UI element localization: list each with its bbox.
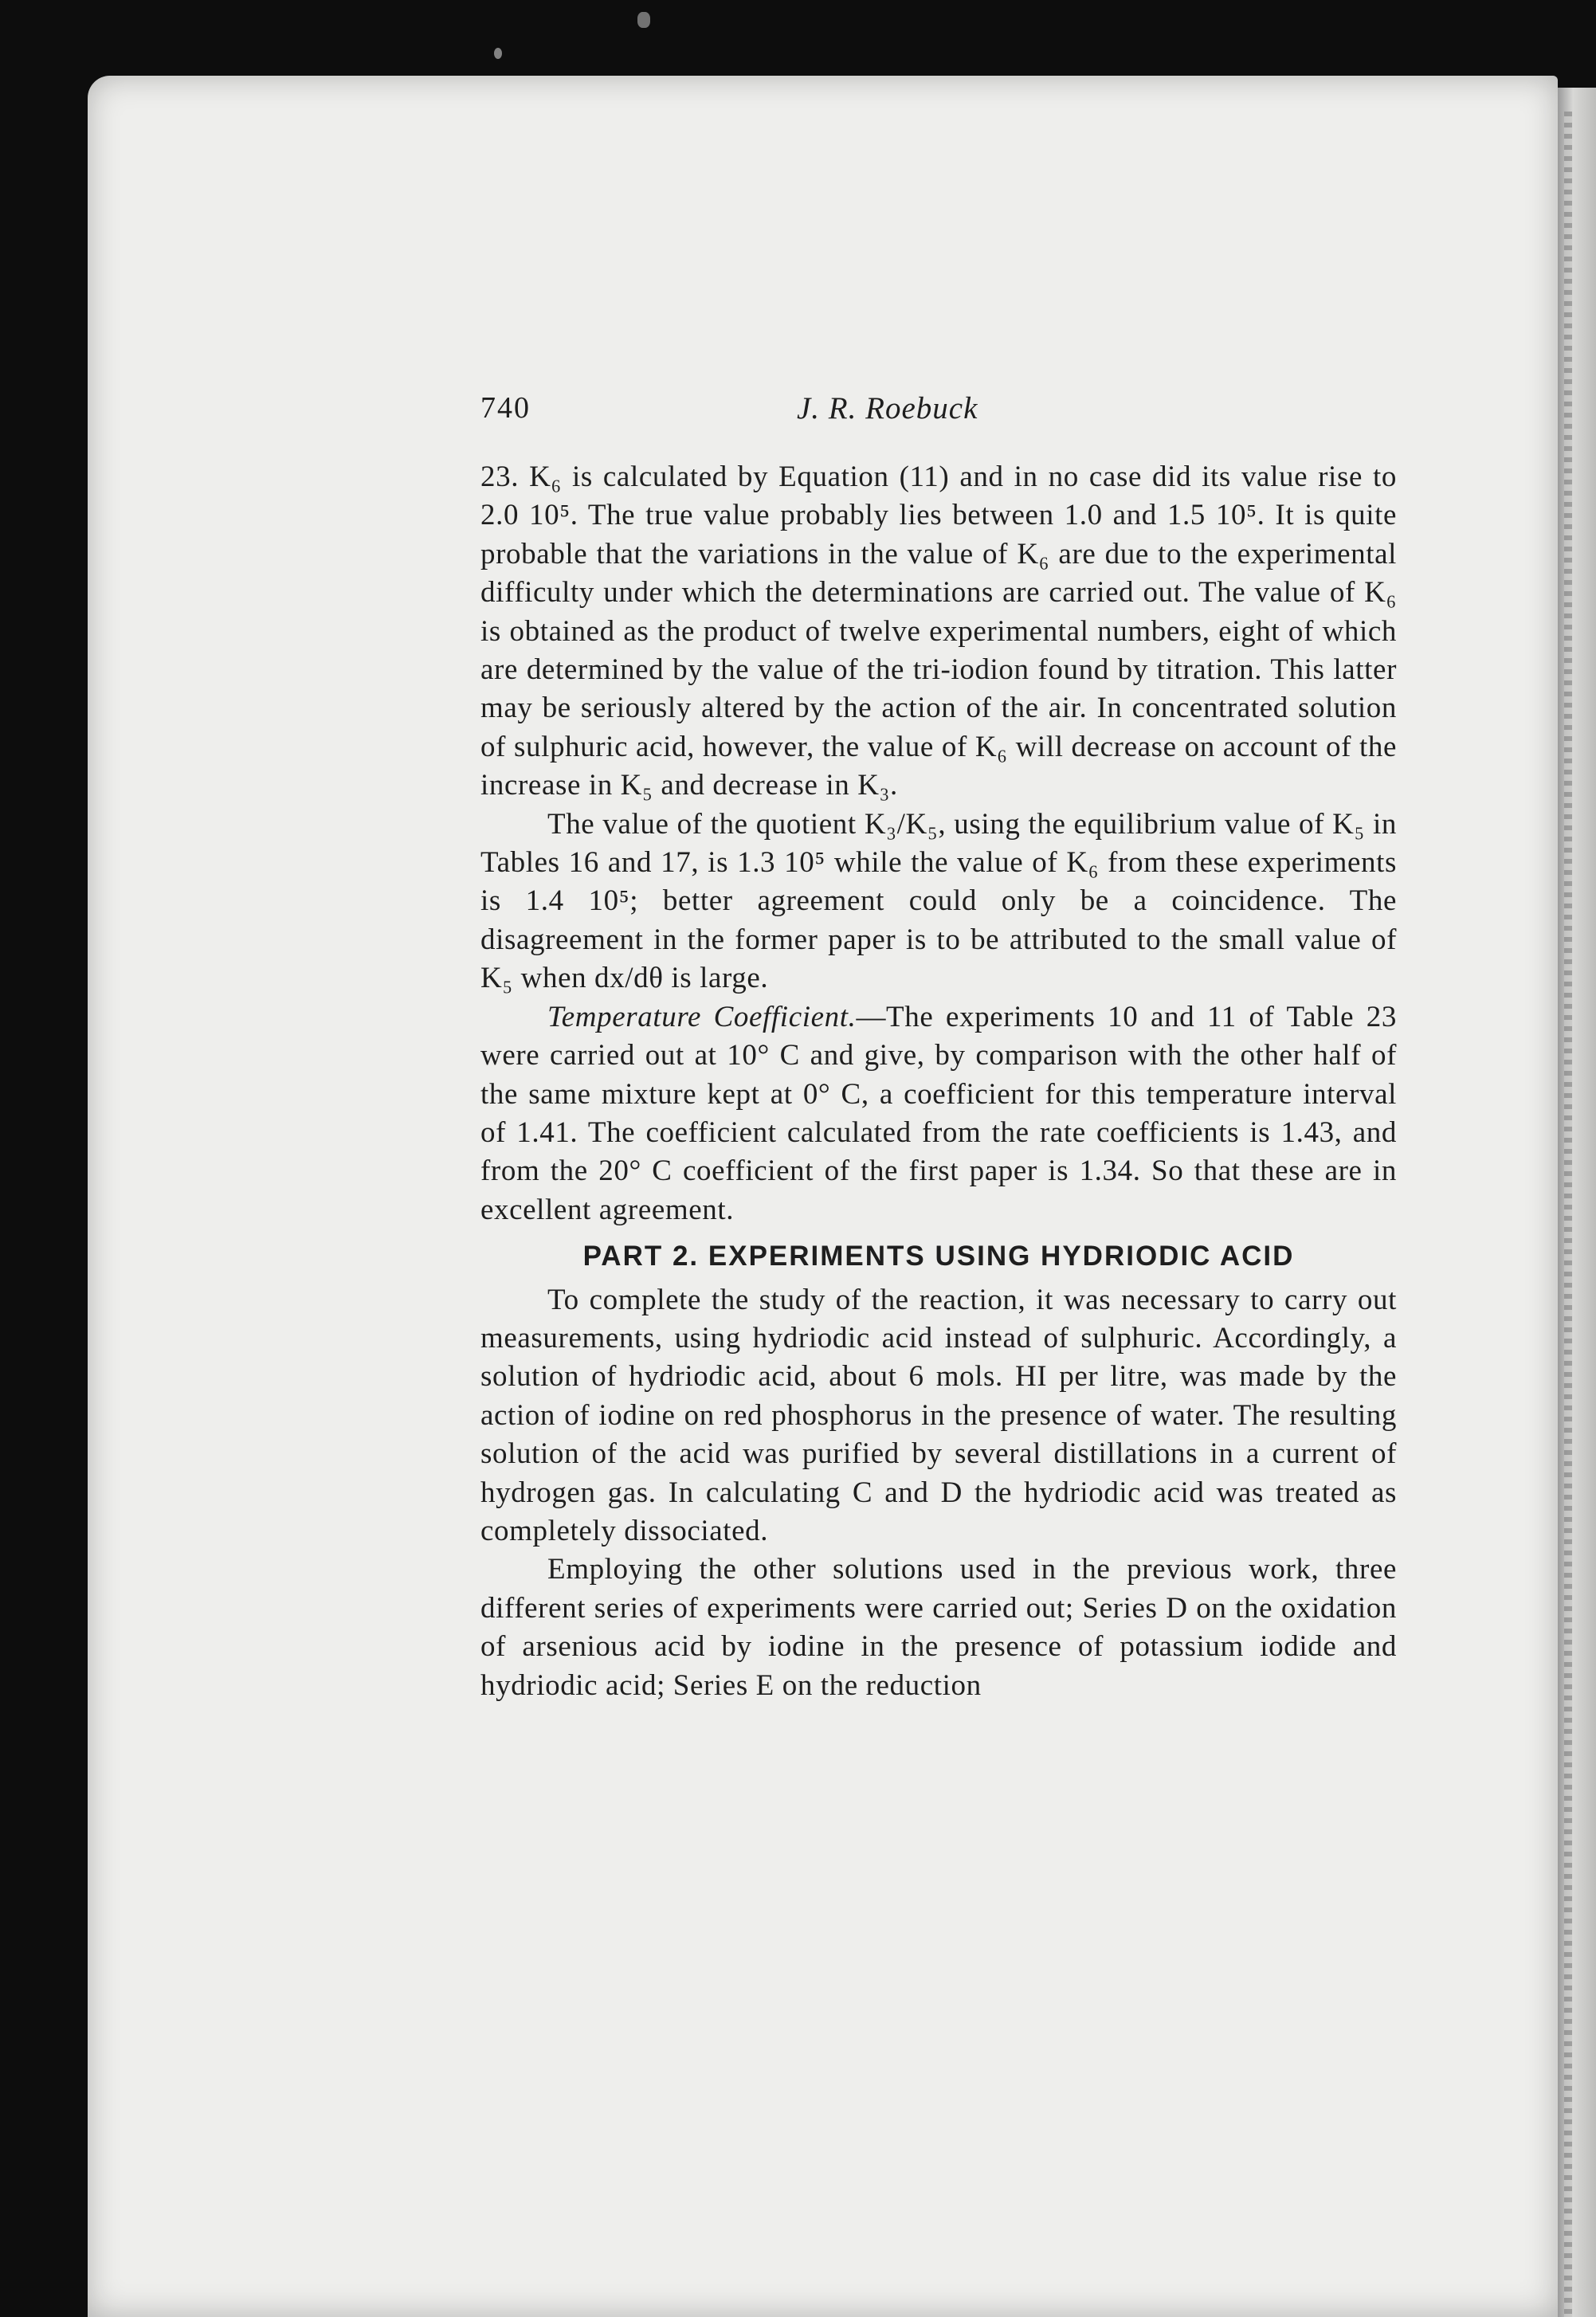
paragraph-2: The value of the quotient K₃/K₅, using the equilibrium value of K₅ in Tables 16 and 17, is 1.3 10⁵ while the value of K₆ from these experiments is 1.4 10⁵; better agreement could only be a coincidence. The disagreement in the former paper is to be attributed to the small value of K₅ when dx/dθ is large. bbox=[480, 807, 1397, 995]
scan-artifact bbox=[494, 48, 502, 59]
paragraph-3 bbox=[480, 998, 1397, 1229]
paragraph-5: Employing the other solutions used in the previous work, three different series of experiments were carried out; Series D on the oxidation of arsenious acid by iodine in the presence of potassium iodide and hydriodic acid; Series E on the reduction bbox=[480, 1553, 1397, 1702]
paragraph-3-text: —The experiments 10 and 11 of Table 23 were carried out at 10° C and give, by comparison with the other half of the same mixture kept at 0° C, a coefficient for this temperature interval of 1.41. The coefficient calculated from the rate coefficients is 1.43, and from the 20° C coefficient of the first paper is 1.34. So that these are in excellent agreement. bbox=[480, 1000, 1397, 1226]
page-edge-texture bbox=[1564, 112, 1572, 2317]
scan-artifact bbox=[637, 12, 650, 28]
section-heading: PART 2. EXPERIMENTS USING HYDRIODIC ACID bbox=[582, 1241, 1295, 1272]
paragraph-3-label: Temperature Coefficient. bbox=[547, 1000, 857, 1033]
body-text bbox=[480, 458, 1397, 1705]
running-head: J. R. Roebuck bbox=[797, 391, 978, 425]
page-header bbox=[480, 390, 1397, 435]
page-number: 740 bbox=[480, 391, 531, 425]
paragraph-4: To complete the study of the reaction, it was necessary to carry out measurements, using hydriodic acid instead of sulphuric. Accordingly, a solution of hydriodic acid, about 6 mols. HI per litre, was made by the action of iodine on red phosphorus in the presence of water. The resulting solution of the acid was purified by several distillations in a current of hydrogen gas. In calculating C and D the hydriodic acid was treated as completely dissociated. bbox=[480, 1283, 1397, 1547]
paragraph-1: 23. K₆ is calculated by Equation (11) and in no case did its value rise to 2.0 10⁵. The true value probably lies between 1.0 and 1.5 10⁵. It is quite probable that the variations in the value of K₆ are due to the experimental difficulty under which the determinations are carried out. The value of K₆ is obtained as the product of twelve experimental numbers, eight of which are determined by the value of the tri-iodion found by titration. This latter may be seriously altered by the action of the air. In concentrated solution of sulphuric acid, however, the value of K₆ will decrease on account of the increase in K₅ and decrease in K₃. bbox=[480, 461, 1397, 802]
